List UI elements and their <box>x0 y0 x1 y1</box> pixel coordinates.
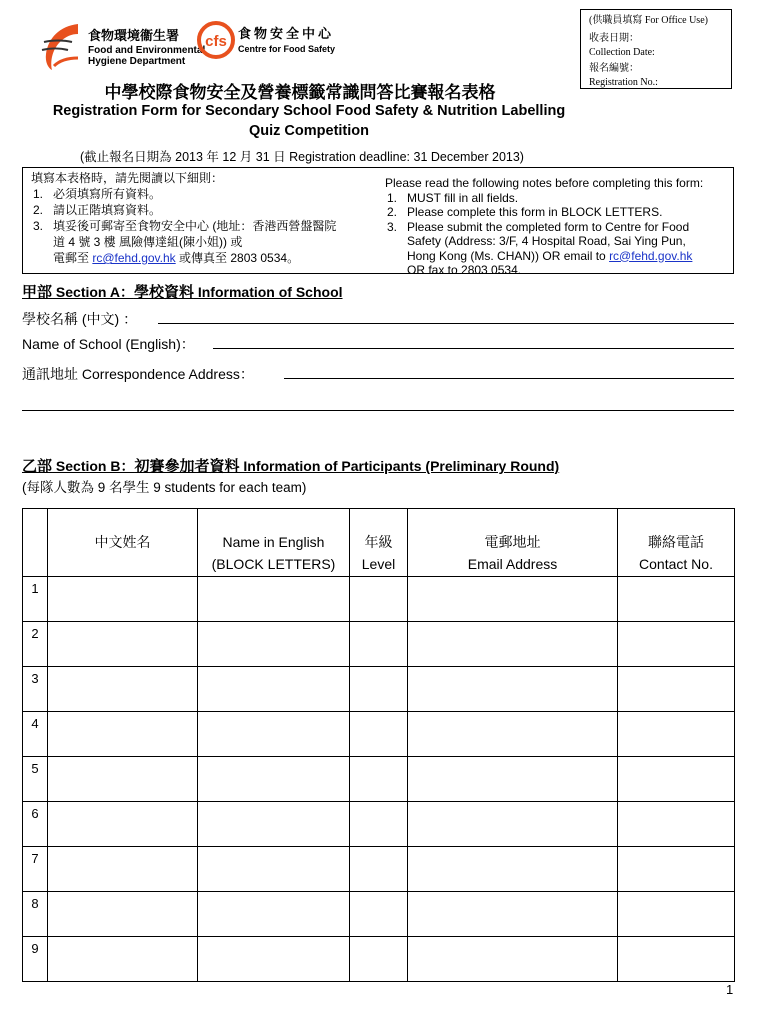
level-cell[interactable] <box>350 847 408 892</box>
col-header-email: 電郵地址 Email Address <box>408 509 618 577</box>
table-row <box>23 712 735 757</box>
contact-cell[interactable] <box>618 757 735 802</box>
email-link-en[interactable]: rc@fehd.gov.hk <box>609 248 693 263</box>
contact-cell[interactable] <box>618 712 735 757</box>
page-title-en-line1: Registration Form for Secondary School Food Safety & Nutrition Labelling <box>52 103 566 119</box>
contact-cell[interactable] <box>618 847 735 892</box>
cfs-name-zh: 食物安全中心 <box>238 26 335 41</box>
instructions-en <box>385 176 730 278</box>
col-header-english-name: Name in English (BLOCK LETTERS) <box>198 509 350 577</box>
chinese-name-cell[interactable] <box>48 757 198 802</box>
school-name-en-label: Name of School (English)： <box>22 336 195 352</box>
row-number: 2 <box>23 622 48 667</box>
row-number: 6 <box>23 802 48 847</box>
school-name-zh-label: 學校名稱 (中文) ： <box>22 311 138 327</box>
row-number: 8 <box>23 892 48 937</box>
office-use-box <box>580 9 732 89</box>
contact-cell[interactable] <box>618 937 735 982</box>
email-link-zh[interactable]: rc@fehd.gov.hk <box>92 251 176 265</box>
instructions-zh <box>31 170 381 266</box>
english-name-cell[interactable] <box>198 847 350 892</box>
row-number: 9 <box>23 937 48 982</box>
english-name-cell[interactable] <box>198 757 350 802</box>
contact-cell[interactable] <box>618 622 735 667</box>
fehd-name-zh: 食物環境衞生署 <box>88 28 180 43</box>
fehd-name-en-2: Hygiene Department <box>88 56 186 67</box>
table-row <box>23 802 735 847</box>
col-header-contact: 聯絡電話 Contact No. <box>618 509 735 577</box>
chinese-name-cell[interactable] <box>48 847 198 892</box>
fehd-logo <box>38 20 206 72</box>
level-cell[interactable] <box>350 622 408 667</box>
contact-cell[interactable] <box>618 577 735 622</box>
english-name-cell[interactable] <box>198 577 350 622</box>
row-number: 5 <box>23 757 48 802</box>
address-field-line2[interactable] <box>22 410 734 411</box>
page-title-zh: 中學校際食物安全及營養標籤常識問答比賽報名表格 <box>104 83 496 103</box>
fehd-emblem-icon <box>38 20 86 72</box>
chinese-name-cell[interactable] <box>48 712 198 757</box>
table-row <box>23 667 735 712</box>
chinese-name-cell[interactable] <box>48 622 198 667</box>
col-header-number <box>23 509 48 577</box>
email-cell[interactable] <box>408 847 618 892</box>
team-size-note: (每隊人數為 9 名學生 9 students for each team) <box>22 480 307 495</box>
email-cell[interactable] <box>408 622 618 667</box>
school-name-en-field[interactable] <box>213 348 734 349</box>
english-name-cell[interactable] <box>198 622 350 667</box>
chinese-name-cell[interactable] <box>48 937 198 982</box>
level-cell[interactable] <box>350 802 408 847</box>
english-name-cell[interactable] <box>198 937 350 982</box>
instructions-en-intro: Please read the following notes before completing this form: <box>385 176 704 190</box>
english-name-cell[interactable] <box>198 667 350 712</box>
instruction-zh-item: 2. 請以正階填寫資料。 <box>33 203 162 217</box>
page-title-en <box>0 101 618 141</box>
section-a-heading: 甲部 Section A：學校資料 Information of School <box>22 284 343 301</box>
email-cell[interactable] <box>408 802 618 847</box>
instructions-zh-intro: 填寫本表格時，請先閱讀以下細則： <box>31 171 224 185</box>
chinese-name-cell[interactable] <box>48 802 198 847</box>
chinese-name-cell[interactable] <box>48 892 198 937</box>
school-name-zh-field[interactable] <box>158 323 734 324</box>
instruction-zh-item: 3. 填妥後可郵寄至食物安全中心 (地址：香港西營盤醫院 道 4 號 3 樓 風險傳達組(陳小姐)) 或 電郵至 rc@fehd.gov.hk 或傳真至 2803 0534。 <box>33 219 337 265</box>
email-cell[interactable] <box>408 577 618 622</box>
instruction-en-item: 3. Please submit the completed form to Centre for Food Safety (Address: 3/F, 4 Hospital Road, Sai Ying Pun, Hong Kong (Ms. CHAN)) OR email to rc@fehd.gov.hk OR fax to 2803 0534. <box>387 219 693 277</box>
instructions-box <box>22 167 734 277</box>
instruction-en-item: 1. MUST fill in all fields. <box>387 190 519 205</box>
level-cell[interactable] <box>350 577 408 622</box>
row-number: 1 <box>23 577 48 622</box>
contact-cell[interactable] <box>618 802 735 847</box>
level-cell[interactable] <box>350 667 408 712</box>
cfs-logo <box>196 20 336 64</box>
table-row <box>23 757 735 802</box>
table-row <box>23 847 735 892</box>
col-header-chinese-name: 中文姓名 <box>48 509 198 577</box>
instruction-zh-item: 1. 必須填寫所有資料。 <box>33 187 162 201</box>
section-b-heading: 乙部 Section B：初賽參加者資料 Information of Participants (Preliminary Round) <box>22 458 560 475</box>
level-cell[interactable] <box>350 892 408 937</box>
page-title-en-line2: Quiz Competition <box>248 123 369 139</box>
chinese-name-cell[interactable] <box>48 577 198 622</box>
address-label: 通訊地址 Correspondence Address： <box>22 366 254 382</box>
address-field-line1[interactable] <box>284 378 734 379</box>
table-row <box>23 892 735 937</box>
row-number: 7 <box>23 847 48 892</box>
level-cell[interactable] <box>350 712 408 757</box>
table-header-row <box>23 509 735 577</box>
email-cell[interactable] <box>408 757 618 802</box>
table-row <box>23 622 735 667</box>
cfs-name-en: Centre for Food Safety <box>238 44 336 54</box>
cfs-emblem-icon <box>196 20 236 60</box>
svg-text:cfs: cfs <box>205 33 227 50</box>
registration-no-en: Registration No.: <box>589 77 658 88</box>
email-cell[interactable] <box>408 712 618 757</box>
page-number: 1 <box>726 982 734 997</box>
collection-date-en: Collection Date: <box>589 47 655 58</box>
row-number: 4 <box>23 712 48 757</box>
col-header-level: 年級 Level <box>350 509 408 577</box>
table-row <box>23 577 735 622</box>
registration-no-zh: 報名編號： <box>589 63 639 74</box>
email-cell[interactable] <box>408 892 618 937</box>
instruction-en-item: 2. Please complete this form in BLOCK LETTERS. <box>387 205 663 219</box>
english-name-cell[interactable] <box>198 712 350 757</box>
participants-table <box>22 508 735 982</box>
level-cell[interactable] <box>350 757 408 802</box>
email-cell[interactable] <box>408 667 618 712</box>
contact-cell[interactable] <box>618 892 735 937</box>
contact-cell[interactable] <box>618 667 735 712</box>
registration-deadline: (截止報名日期為 2013 年 12 月 31 日 Registration deadline: 31 December 2013) <box>80 150 524 164</box>
email-cell[interactable] <box>408 937 618 982</box>
table-row <box>23 937 735 982</box>
office-use-header: (供職員填寫 For Office Use) <box>589 15 708 26</box>
fehd-name-en-1: Food and Environmental <box>88 45 206 56</box>
english-name-cell[interactable] <box>198 802 350 847</box>
english-name-cell[interactable] <box>198 892 350 937</box>
row-number: 3 <box>23 667 48 712</box>
level-cell[interactable] <box>350 937 408 982</box>
collection-date-zh: 收表日期： <box>589 33 639 44</box>
chinese-name-cell[interactable] <box>48 667 198 712</box>
